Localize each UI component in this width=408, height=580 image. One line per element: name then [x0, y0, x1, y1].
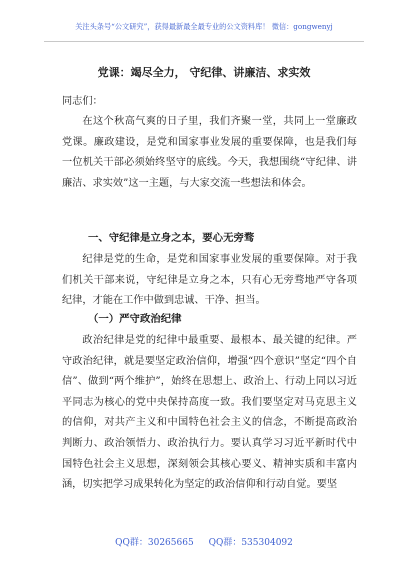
page-title: 党课：竭尽全力， 守纪律、讲廉洁、求实效: [97, 66, 311, 79]
header-banner: 关注头条号“公文研究”，获得最新最全最专业的公文资料库！ 微信：gongwenyj: [75, 22, 333, 31]
qq-group-1: QQ群：30265665: [115, 538, 194, 548]
section-heading: 一、守纪律是立身之本，要心无旁骛: [88, 232, 255, 244]
qq-group-2: QQ群：535304092: [208, 538, 293, 548]
paragraph-text: 在这个秋高气爽的日子里，我们齐聚一堂，共同上一堂廉政党课。廉政建设，是党和国家事业发展的重要保障，也是我们每一位机关干部必须始终坚守的底线。今天，我想围绕“守纪律、讲廉洁、求实效”这一主题，与大家交流一些想法和体会。: [62, 116, 357, 189]
paragraph-section-1: [62, 250, 357, 312]
paragraph-intro: [62, 112, 357, 194]
footer-contact: [0, 535, 408, 548]
subsection-heading: （一）严守政治纪律: [88, 313, 182, 325]
paragraph-text: 政治纪律是党的纪律中最重要、最根本、最关键的纪律。严守政治纪律，就是要坚定政治信仰，增强“四个意识”坚定“四个自信”、做到“两个维护”，始终在思想上、政治上、行动上同以习近平同志为核心的党中央保持高度一致。我们要坚定对马克思主义的信仰，对共产主义和中国特色社会主义的信念，不断提高政治判断力、政治领悟力、政治执行力。要认真学习习近平新时代中国特色社会主义思想，深刻领会其核心要义、精神实质和丰富内涵，切实把学习成果转化为坚定的政治信仰和行动自觉。要坚: [62, 335, 357, 491]
paragraph-text: 纪律是党的生命，是党和国家事业发展的重要保障。对于我们机关干部来说，守纪律是立身之本，只有心无旁骛地严守各项纪律，才能在工作中做到忠诚、干净、担当。: [62, 254, 357, 307]
header-divider: [44, 41, 364, 42]
paragraph-political-discipline: [62, 331, 357, 496]
salutation: 同志们：: [62, 96, 103, 107]
